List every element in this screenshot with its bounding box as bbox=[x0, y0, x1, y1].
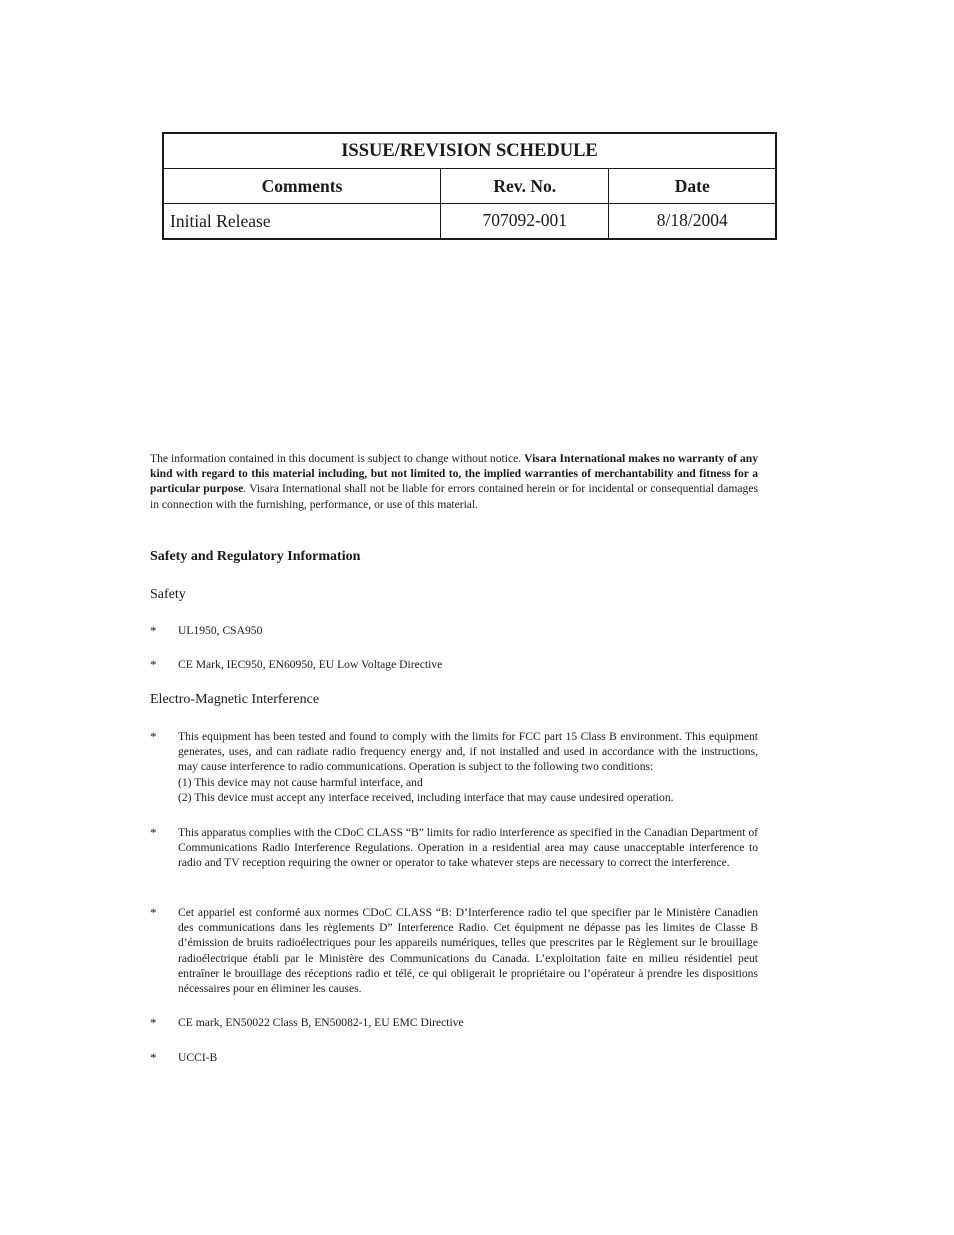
cell-rev-no: 707092-001 bbox=[441, 204, 609, 240]
emi-item-ucci: UCCI-B bbox=[178, 1051, 218, 1064]
disclaimer-text-1: The information contained in this document is subject to change without notice. bbox=[150, 452, 525, 465]
bullet-star: * bbox=[150, 623, 157, 638]
cell-date: 8/18/2004 bbox=[609, 204, 776, 240]
bullet-star: * bbox=[150, 657, 157, 672]
emi-subheading: Electro-Magnetic Interference bbox=[150, 692, 320, 707]
emi-item-cdoc-english: This apparatus complies with the CDoC CLASS “B” limits for radio interference as specified in the Canadian Department of Communications Radio Interference Regulations. Operation in a residential area may cause unacceptable interference to radio and TV reception requiring the owner or operator to take whatever steps are necessary to correct the interference. bbox=[178, 826, 758, 870]
revision-schedule-table bbox=[162, 132, 777, 240]
emi-item-ce-emc: CE mark, EN50022 Class B, EN50082-1, EU EMC Directive bbox=[178, 1016, 464, 1029]
bullet-star: * bbox=[150, 1050, 157, 1065]
emi-item-fcc bbox=[178, 729, 758, 805]
disclaimer-paragraph bbox=[150, 451, 758, 512]
bullet-star: * bbox=[150, 1015, 157, 1030]
safety-item-ul: UL1950, CSA950 bbox=[178, 624, 263, 637]
bullet-star: * bbox=[150, 825, 157, 840]
bullet-star: * bbox=[150, 729, 157, 744]
table-title: ISSUE/REVISION SCHEDULE bbox=[163, 133, 776, 169]
table-row bbox=[163, 204, 776, 240]
emi-item-cdoc-french: Cet appariel est conformé aux normes CDoC CLASS “B: D’Interference radio tel que specifier par le Ministère Canadien des communications dans les règlements D” Interference Radio. Cet équipment ne dépasse pas les limites de Classe B d’émission de bruits radioélectriques pour les appareils numériques, telles que prescrites par le Règlement sur le brouillage radioélectrique établi par le Ministère des Communications du Canada. L’exploitation faite en milieu résidentiel peut entraîner le brouillage des réceptions radio et télé, ce qui obligerait le propriétaire ou l’opérateur à prendre les dispositions nécessaires pour en éliminer les causes. bbox=[178, 906, 758, 996]
fcc-statement: This equipment has been tested and found to comply with the limits for FCC part 15 Class B environment. This equipment generates, uses, and can radiate radio frequency energy and, if not installed and used in accordance with the instructions, may cause interference to radio communications. Operation is subject to the following two conditions: bbox=[178, 730, 758, 774]
disclaimer-text-2: . Visara International shall not be liable for errors contained herein or for incidental or consequential damages in connection with the furnishing, performance, or use of this material. bbox=[150, 482, 758, 511]
fcc-condition-2: (2) This device must accept any interface received, including interface that may cause undesired operation. bbox=[178, 790, 674, 804]
fcc-condition-1: (1) This device may not cause harmful interface, and bbox=[178, 775, 423, 789]
table-title-row bbox=[163, 133, 776, 169]
table-header-row bbox=[163, 169, 776, 204]
header-comments: Comments bbox=[163, 169, 441, 204]
safety-item-ce: CE Mark, IEC950, EN60950, EU Low Voltage Directive bbox=[178, 658, 443, 671]
safety-regulatory-heading: Safety and Regulatory Information bbox=[150, 549, 361, 564]
safety-subheading: Safety bbox=[150, 587, 186, 602]
header-date: Date bbox=[609, 169, 776, 204]
disclaimer-warranty-bold: Visara International makes no warranty of any kind with regard to this material including, but not limited to, the implied warranties of merchantability and fitness for a particular purpose bbox=[150, 452, 759, 496]
bullet-star: * bbox=[150, 905, 157, 920]
cell-comments: Initial Release bbox=[163, 204, 441, 240]
header-rev-no: Rev. No. bbox=[441, 169, 609, 204]
